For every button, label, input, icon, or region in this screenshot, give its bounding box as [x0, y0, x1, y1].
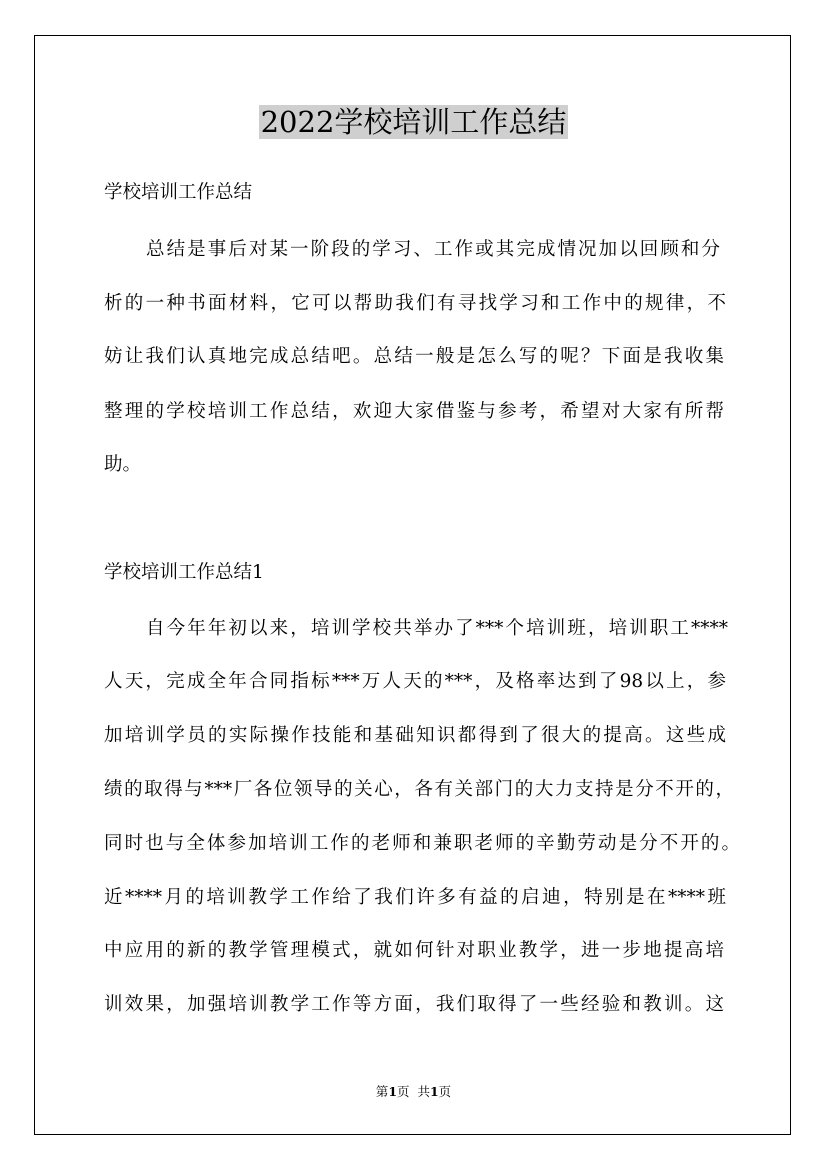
- document-title: [0, 102, 827, 142]
- paragraph-line: 妨让我们认真地完成总结吧。总结一般是怎么写的呢？下面是我收集: [104, 346, 724, 367]
- paragraph-line: 绩的取得与***厂各位领导的关心，各有关部门的大力支持是分不开的，: [104, 779, 734, 800]
- paragraph-line: 加培训学员的实际操作技能和基础知识都得到了很大的提高。这些成: [104, 725, 726, 746]
- section-heading: 学校培训工作总结1: [104, 562, 264, 583]
- paragraph-line: 训效果，加强培训教学工作等方面，我们取得了一些经验和教训。这: [104, 994, 724, 1015]
- page-suffix: 页: [438, 1084, 452, 1099]
- paragraph-line: 自今年年初以来，培训学校共举办了***个培训班，培训职工****: [146, 618, 728, 639]
- page-prefix: 第: [375, 1084, 389, 1099]
- paragraph-line: 同时也与全体参加培训工作的老师和兼职老师的辛勤劳动是分不开的。: [104, 833, 740, 854]
- paragraph-line: 助。: [104, 454, 142, 475]
- page-footer: [0, 1083, 827, 1101]
- document-title-text: 2022学校培训工作总结: [260, 105, 567, 139]
- paragraph-line: 近****月的培训教学工作给了我们许多有益的启迪，特别是在****班: [104, 887, 726, 908]
- paragraph-line: 析的一种书面材料，它可以帮助我们有寻找学习和工作中的规律，不: [104, 293, 726, 314]
- paragraph-line: 中应用的新的教学管理模式，就如何针对职业教学，进一步地提高培: [104, 940, 724, 961]
- paragraph-line: 整理的学校培训工作总结，欢迎大家借鉴与参考，希望对大家有所帮: [104, 401, 724, 422]
- page-total: 1: [429, 1084, 439, 1099]
- paragraph-line: 总结是事后对某一阶段的学习、工作或其完成情况加以回顾和分: [146, 239, 720, 260]
- section-heading: 学校培训工作总结: [104, 182, 253, 203]
- page-mid: 页 共: [397, 1084, 430, 1099]
- paragraph-line: 人天，完成全年合同指标***万人天的***，及格率达到了98以上，参: [104, 671, 726, 692]
- page-current: 1: [388, 1084, 398, 1099]
